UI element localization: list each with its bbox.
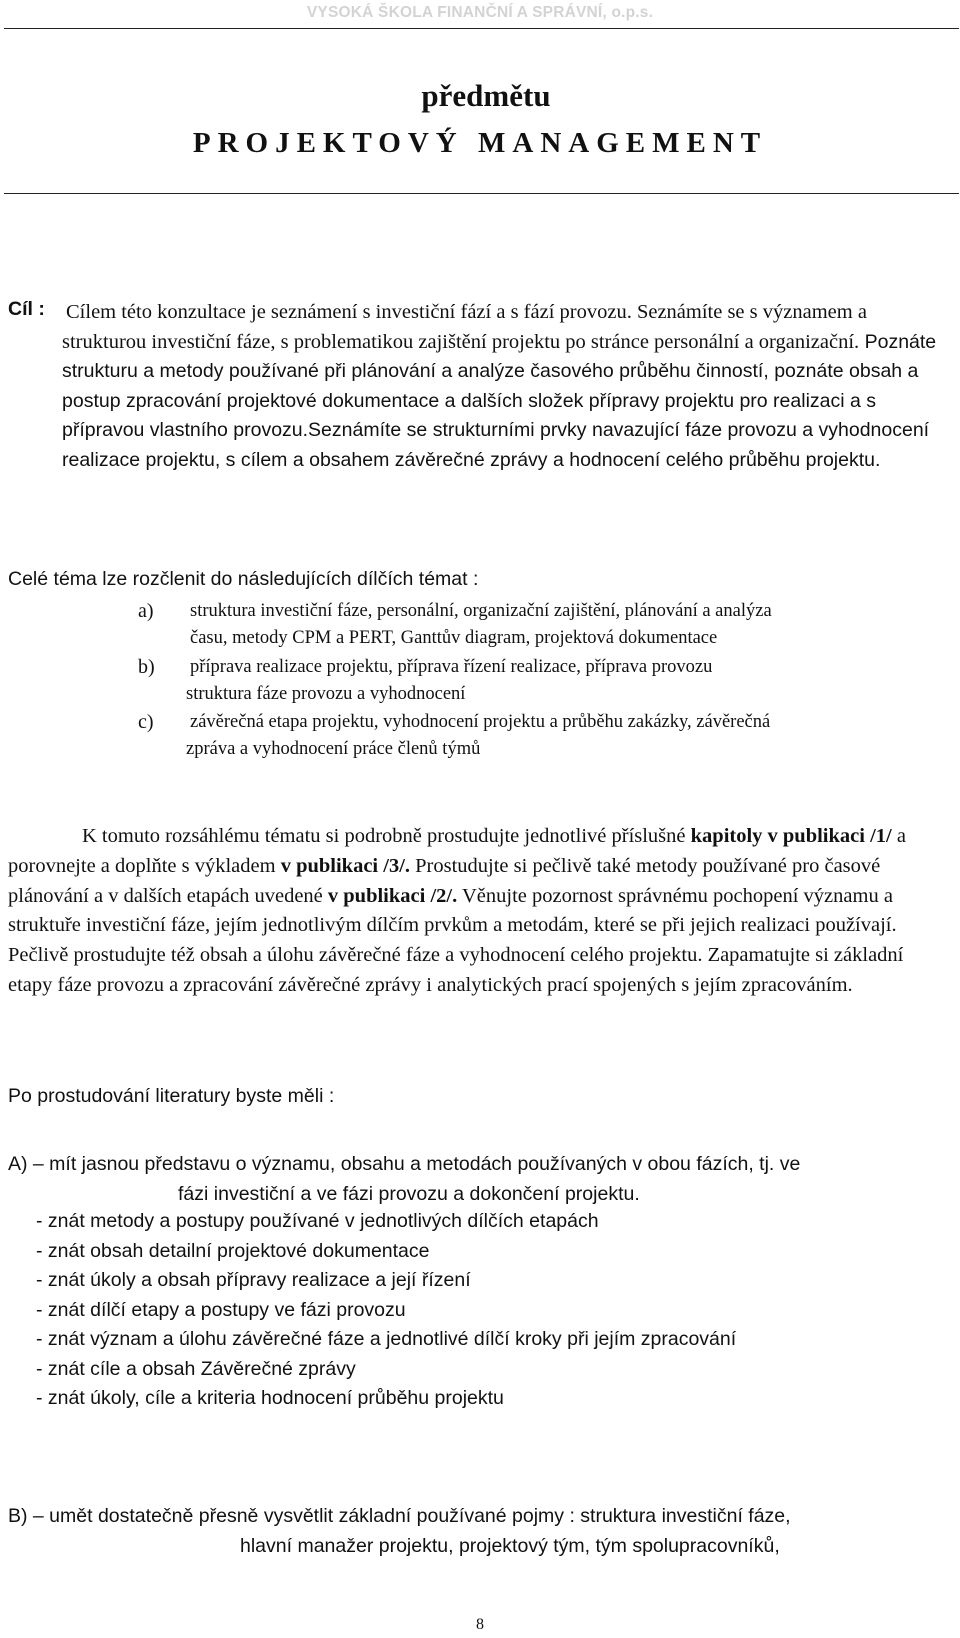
list-item: - znát cíle a obsah Závěrečné zprávy <box>36 1357 356 1380</box>
goal-text-part-1: Cílem této konzultace je seznámení s investiční fází a s fází provozu. Seznámíte se s významem a strukturou investiční fáze, s problematikou zajištění projektu po stránce personální a organizační. <box>62 301 867 353</box>
study-ref-publication-3: v publikaci /3/. <box>280 854 411 877</box>
topic-letter: a) <box>138 600 154 622</box>
list-item: - znát úkoly a obsah přípravy realizace a její řízení <box>36 1269 471 1291</box>
topic-text <box>186 709 950 763</box>
outcomes-intro: Po prostudování literatury byste měli : <box>8 1085 335 1107</box>
outcome-a <box>8 1149 952 1209</box>
list-item: - znát význam a úlohu závěrečné fáze a jednotlivé dílčí kroky při jejím zpracování <box>36 1328 737 1350</box>
study-text-3: Prostudujte si pečlivě také metody používané pro časové plánování a v dalších etapách uvedené <box>8 854 881 907</box>
goal-text-part-2: Poznáte strukturu a metody používané při plánování a analýze časového průběhu činností, poznáte obsah a postup zpracování projektové dokumentace a dalších složek přípravy projektu pro realizaci a s přípravou vlastního provozu.Seznámíte se strukturními prvky navazující fáze provozu a vyhodnocení realizace projektu, s cílem a obsahem závěrečné zprávy a hodnocení celého průběhu projektu. <box>62 330 937 471</box>
topic-line-1: závěrečná etapa projektu, vyhodnocení projektu a průběhu zakázky, závěrečná <box>190 712 771 732</box>
list-item: - znát metody a postupy používané v jednotlivých dílčích etapách <box>36 1210 599 1232</box>
topic-line-1: struktura investiční fáze, personální, organizační zajištění, plánování a analýza <box>190 601 772 621</box>
page-number: 8 <box>476 1616 484 1633</box>
topic-line-2: struktura fáze provozu a vyhodnocení <box>186 684 466 704</box>
outcome-a-line-2: fázi investiční a ve fázi provozu a dokončení projektu. <box>178 1183 640 1205</box>
topics-intro: Celé téma lze rozčlenit do následujících dílčích témat : <box>8 568 479 590</box>
outcome-b-line-2: hlavní manažer projektu, projektový tým, tým spolupracovníků, <box>240 1534 780 1557</box>
study-ref-publication-2: v publikaci /2/. <box>327 884 458 907</box>
title-line-1: předmětu <box>421 78 551 113</box>
goal-label: Cíl : <box>8 298 45 320</box>
topic-line-2: zpráva a vyhodnocení práce členů týmů <box>186 739 481 759</box>
outcome-b-line-1: B) – umět dostatečně přesně vysvětlit základní používané pojmy : struktura investiční fáze, <box>8 1505 791 1527</box>
topic-line-1: příprava realizace projektu, příprava řízení realizace, příprava provozu <box>190 657 713 677</box>
title-divider <box>4 193 959 194</box>
running-header: VYSOKÁ ŠKOLA FINANČNÍ A SPRÁVNÍ, o.p.s. <box>306 4 654 21</box>
topic-text <box>186 654 950 708</box>
list-item: - znát dílčí etapy a postupy ve fázi provozu <box>36 1298 406 1321</box>
title-line-2: PROJEKTOVÝ MANAGEMENT <box>192 127 768 159</box>
header-divider <box>4 28 959 29</box>
outcome-b <box>8 1502 958 1561</box>
topic-letter: b) <box>138 656 155 678</box>
study-paragraph <box>8 822 952 1001</box>
topic-letter: c) <box>138 711 154 733</box>
study-text-4: Věnujte pozornost správnému pochopení významu a struktuře investiční fáze, jejím jednotlivým dílčím prvkům a metodám, které se při jejich realizaci používají. Pečlivě prostudujte též obsah a úlohu závěrečné fáze a vyhodnocení celého projektu. Zapamatujte si základní etapy fáze provozu a zpracování závěrečné zprávy i analytických prací spojených s jejím zpracováním. <box>8 884 904 996</box>
topic-text <box>190 598 950 652</box>
outcome-list <box>36 1207 736 1414</box>
goal-paragraph <box>62 298 954 475</box>
study-text-1: K tomuto rozsáhlému tématu si podrobně prostudujte jednotlivé příslušné <box>82 825 691 847</box>
study-ref-publication-1: kapitoly v publikaci /1/ <box>690 825 892 847</box>
outcome-a-line-1: A) – mít jasnou představu o významu, obsahu a metodách používaných v obou fázích, tj. ve <box>8 1153 801 1175</box>
topic-line-2: času, metody CPM a PERT, Ganttův diagram, projektová dokumentace <box>190 628 718 648</box>
study-text-2: a porovnejte a doplňte s výkladem <box>8 825 906 877</box>
list-item: - znát obsah detailní projektové dokumentace <box>36 1239 430 1262</box>
list-item: - znát úkoly, cíle a kriteria hodnocení průběhu projektu <box>36 1387 504 1409</box>
